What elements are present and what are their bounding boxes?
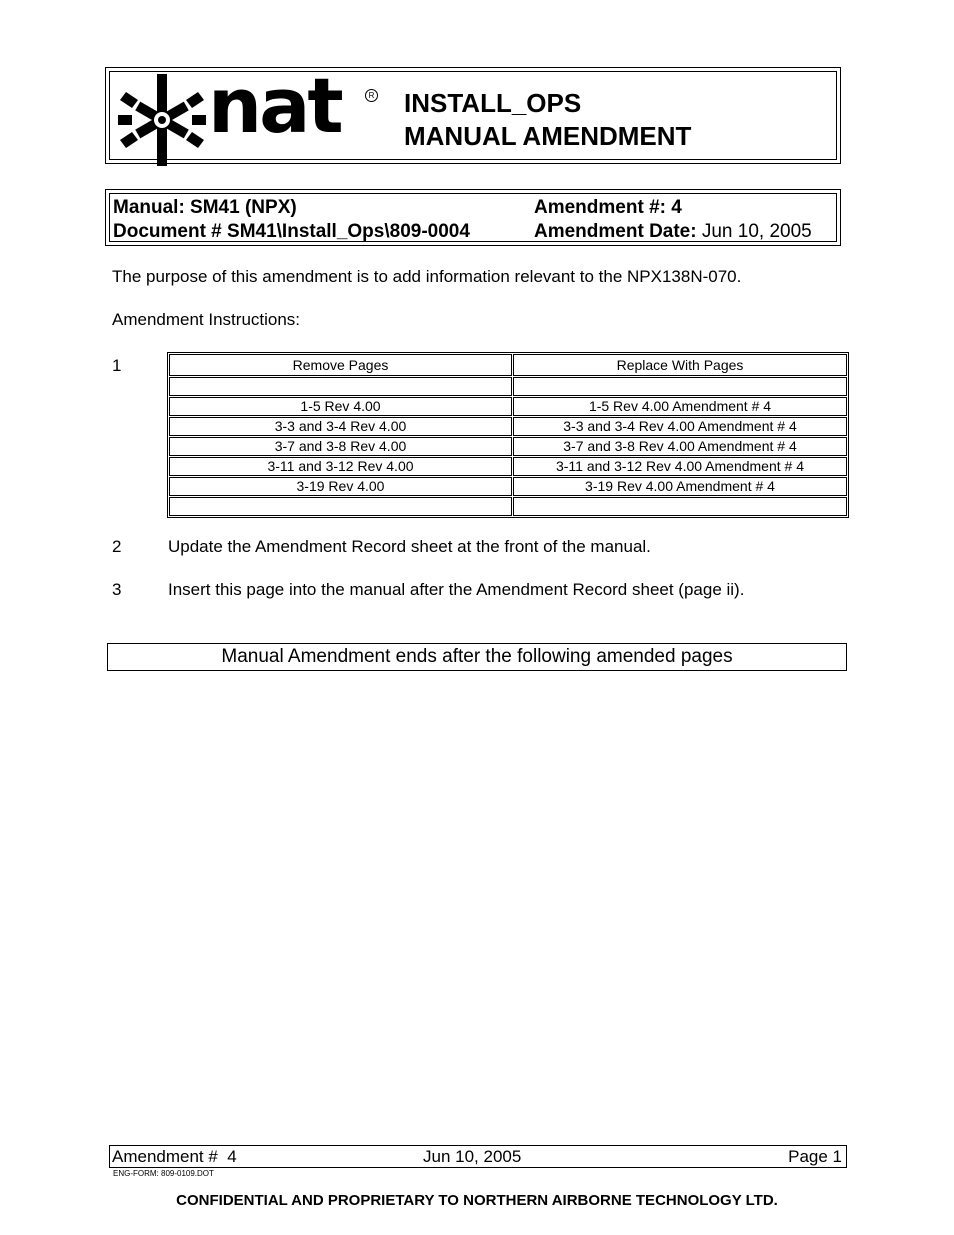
- table-row: [169, 437, 847, 456]
- table-cell: 3-3 and 3-4 Rev 4.00: [169, 417, 512, 436]
- table-cell: 1-5 Rev 4.00 Amendment # 4: [513, 397, 847, 416]
- footer-date: Jun 10, 2005: [423, 1147, 522, 1166]
- step-2-text: Update the Amendment Record sheet at the front of the manual.: [168, 537, 651, 556]
- table-cell: [513, 377, 847, 396]
- manual-info-inner-border: [109, 193, 837, 242]
- confidential-notice: CONFIDENTIAL AND PROPRIETARY TO NORTHERN AIRBORNE TECHNOLOGY LTD.: [176, 1192, 778, 1209]
- footer-page-number: Page 1: [788, 1147, 842, 1166]
- manual-info-box: [105, 189, 841, 246]
- table-cell: 1-5 Rev 4.00: [169, 397, 512, 416]
- page-footer: [109, 1145, 847, 1168]
- table-cell: 3-11 and 3-12 Rev 4.00: [169, 457, 512, 476]
- eng-form-code: ENG-FORM: 809-0109.DOT: [113, 1169, 214, 1178]
- table-cell: [169, 377, 512, 396]
- ends-notice: Manual Amendment ends after the following amended pages: [107, 643, 847, 671]
- pages-table: [167, 352, 849, 518]
- table-cell: 3-11 and 3-12 Rev 4.00 Amendment # 4: [513, 457, 847, 476]
- table-cell: 3-19 Rev 4.00: [169, 477, 512, 496]
- step-2-number: 2: [112, 537, 122, 556]
- title-line-2: MANUAL AMENDMENT: [404, 121, 692, 151]
- table-row: [169, 457, 847, 476]
- step-1-number: 1: [112, 356, 122, 375]
- amendment-date: [534, 220, 812, 243]
- header-box: [105, 61, 841, 164]
- amendment-number: Amendment #: 4: [534, 197, 682, 218]
- step-3-text: Insert this page into the manual after the Amendment Record sheet (page ii).: [168, 580, 745, 599]
- purpose-text: The purpose of this amendment is to add information relevant to the NPX138N-070.: [112, 267, 742, 286]
- manual-label: Manual: SM41 (NPX): [113, 197, 297, 218]
- document-label: Document # SM41\Install_Ops\809-0004: [113, 221, 470, 242]
- table-cell: 3-7 and 3-8 Rev 4.00: [169, 437, 512, 456]
- title-line-1: INSTALL_OPS: [404, 88, 582, 118]
- instructions-heading: Amendment Instructions:: [112, 310, 301, 329]
- table-cell: 3-3 and 3-4 Rev 4.00 Amendment # 4: [513, 417, 847, 436]
- table-header-row: [169, 354, 847, 376]
- registered-mark-icon: R: [365, 89, 378, 102]
- amendment-date-label: Amendment Date:: [534, 221, 697, 242]
- logo-wordmark: nat: [208, 61, 341, 150]
- header-inner-border: [109, 61, 837, 160]
- nat-logo: [118, 61, 378, 166]
- table-cell: [513, 497, 847, 516]
- table-row: [169, 417, 847, 436]
- table-cell: 3-7 and 3-8 Rev 4.00 Amendment # 4: [513, 437, 847, 456]
- step-3-number: 3: [112, 580, 122, 599]
- table-row: [169, 477, 847, 496]
- table-row: [169, 377, 847, 396]
- table-row: [169, 397, 847, 416]
- header-remove-pages: Remove Pages: [169, 354, 512, 376]
- snowflake-logo-icon: [118, 74, 208, 166]
- table-cell: 3-19 Rev 4.00 Amendment # 4: [513, 477, 847, 496]
- table-row: [169, 497, 847, 516]
- table-cell: [169, 497, 512, 516]
- footer-amendment: Amendment # 4: [112, 1147, 237, 1166]
- header-replace-pages: Replace With Pages: [513, 354, 847, 376]
- amendment-date-value: Jun 10, 2005: [701, 221, 812, 242]
